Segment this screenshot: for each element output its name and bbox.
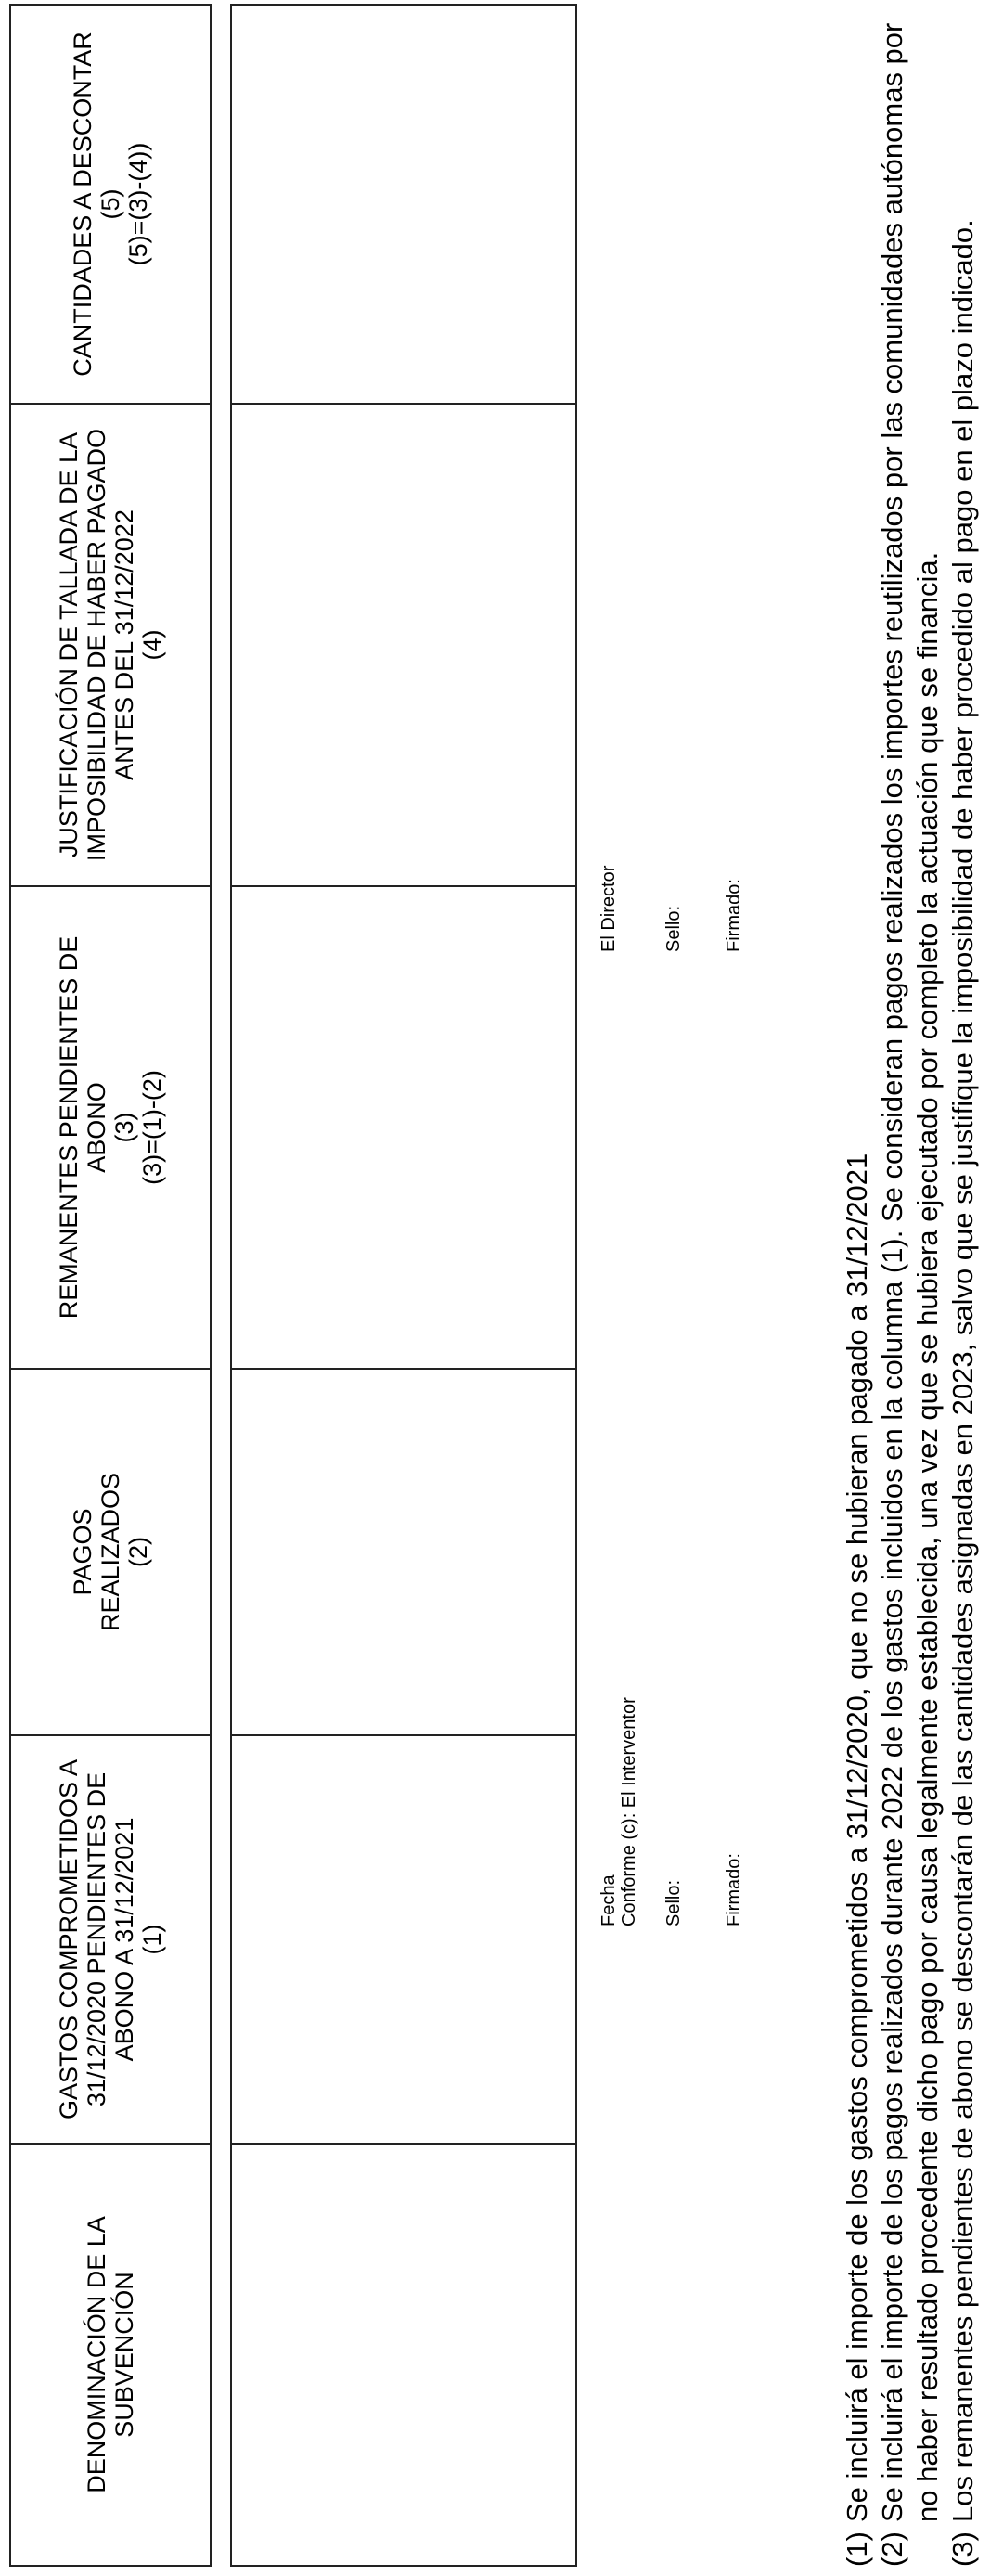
footnotes bbox=[840, 15, 981, 2567]
subsidy-table-header bbox=[9, 4, 212, 2567]
header-justificacion: JUSTIFICACIÓN DE TALLADA DE LA IMPOSIBILIDAD DE HABER PAGADO ANTES DEL 31/12/2022 (4) bbox=[10, 404, 211, 886]
footnote-number: (1) bbox=[841, 2531, 873, 2567]
sig-director-firmado: Firmado: bbox=[724, 879, 744, 952]
footnote-text: Los remanentes pendientes de abono se descontarán de las cantidades asignadas en 2023, salvo que se justifique la imposibilidad de haber procedido al pago en el plazo indicado. bbox=[946, 219, 979, 2522]
sig-director-title: El Director bbox=[598, 865, 619, 952]
cell-gastos-comprometidos[interactable] bbox=[231, 1735, 576, 2144]
header-cantidades-descontar: CANTIDADES A DESCONTAR (5) (5)=(3)-(4)) bbox=[10, 5, 211, 404]
footnote-number: (3) bbox=[946, 2531, 979, 2567]
header-pagos-realizados: PAGOS REALIZADOS (2) bbox=[10, 1369, 211, 1735]
cell-denominacion[interactable] bbox=[231, 2144, 576, 2566]
sig-director-sello: Sello: bbox=[663, 905, 684, 952]
sig-interventor-firmado: Firmado: bbox=[724, 1853, 744, 1926]
subsidy-table-body bbox=[230, 4, 577, 2567]
sig-conforme: Conforme (c): El Interventor bbox=[619, 1697, 639, 1926]
signature-interventor bbox=[598, 1697, 639, 1926]
footnote-3 bbox=[945, 15, 981, 2567]
footnote-text: Se incluirá el importe de los gastos comprometidos a 31/12/2020, que no se hubieran pagado a 31/12/2021 bbox=[841, 1153, 873, 2522]
footnote-2 bbox=[875, 15, 945, 2567]
header-gastos-comprometidos: GASTOS COMPROMETIDOS A 31/12/2020 PENDIENTES DE ABONO A 31/12/2021 (1) bbox=[10, 1735, 211, 2144]
cell-remanentes[interactable] bbox=[231, 886, 576, 1369]
header-denominacion: DENOMINACIÓN DE LA SUBVENCIÓN bbox=[10, 2144, 211, 2566]
sig-fecha: Fecha bbox=[598, 1874, 619, 1926]
cell-pagos-realizados[interactable] bbox=[231, 1369, 576, 1735]
cell-justificacion[interactable] bbox=[231, 404, 576, 886]
header-remanentes: REMANENTES PENDIENTES DE ABONO (3) (3)=(1)-(2) bbox=[10, 886, 211, 1369]
sig-interventor-sello: Sello: bbox=[663, 1879, 684, 1926]
cell-cantidades-descontar[interactable] bbox=[231, 5, 576, 404]
footnote-1 bbox=[840, 15, 875, 2567]
footnote-number: (2) bbox=[876, 2531, 908, 2567]
footnote-text: Se incluirá el importe de los pagos realizados durante 2022 de los gastos incluidos en la columna (1). Se consideran pagos realizados los importes reutilizados por las comunidades autónomas por no haber resultado procedente dicho pago por causa legalmente establecida, una vez que se hubiera ejecutado por completo la actuación que se financia. bbox=[876, 22, 944, 2522]
